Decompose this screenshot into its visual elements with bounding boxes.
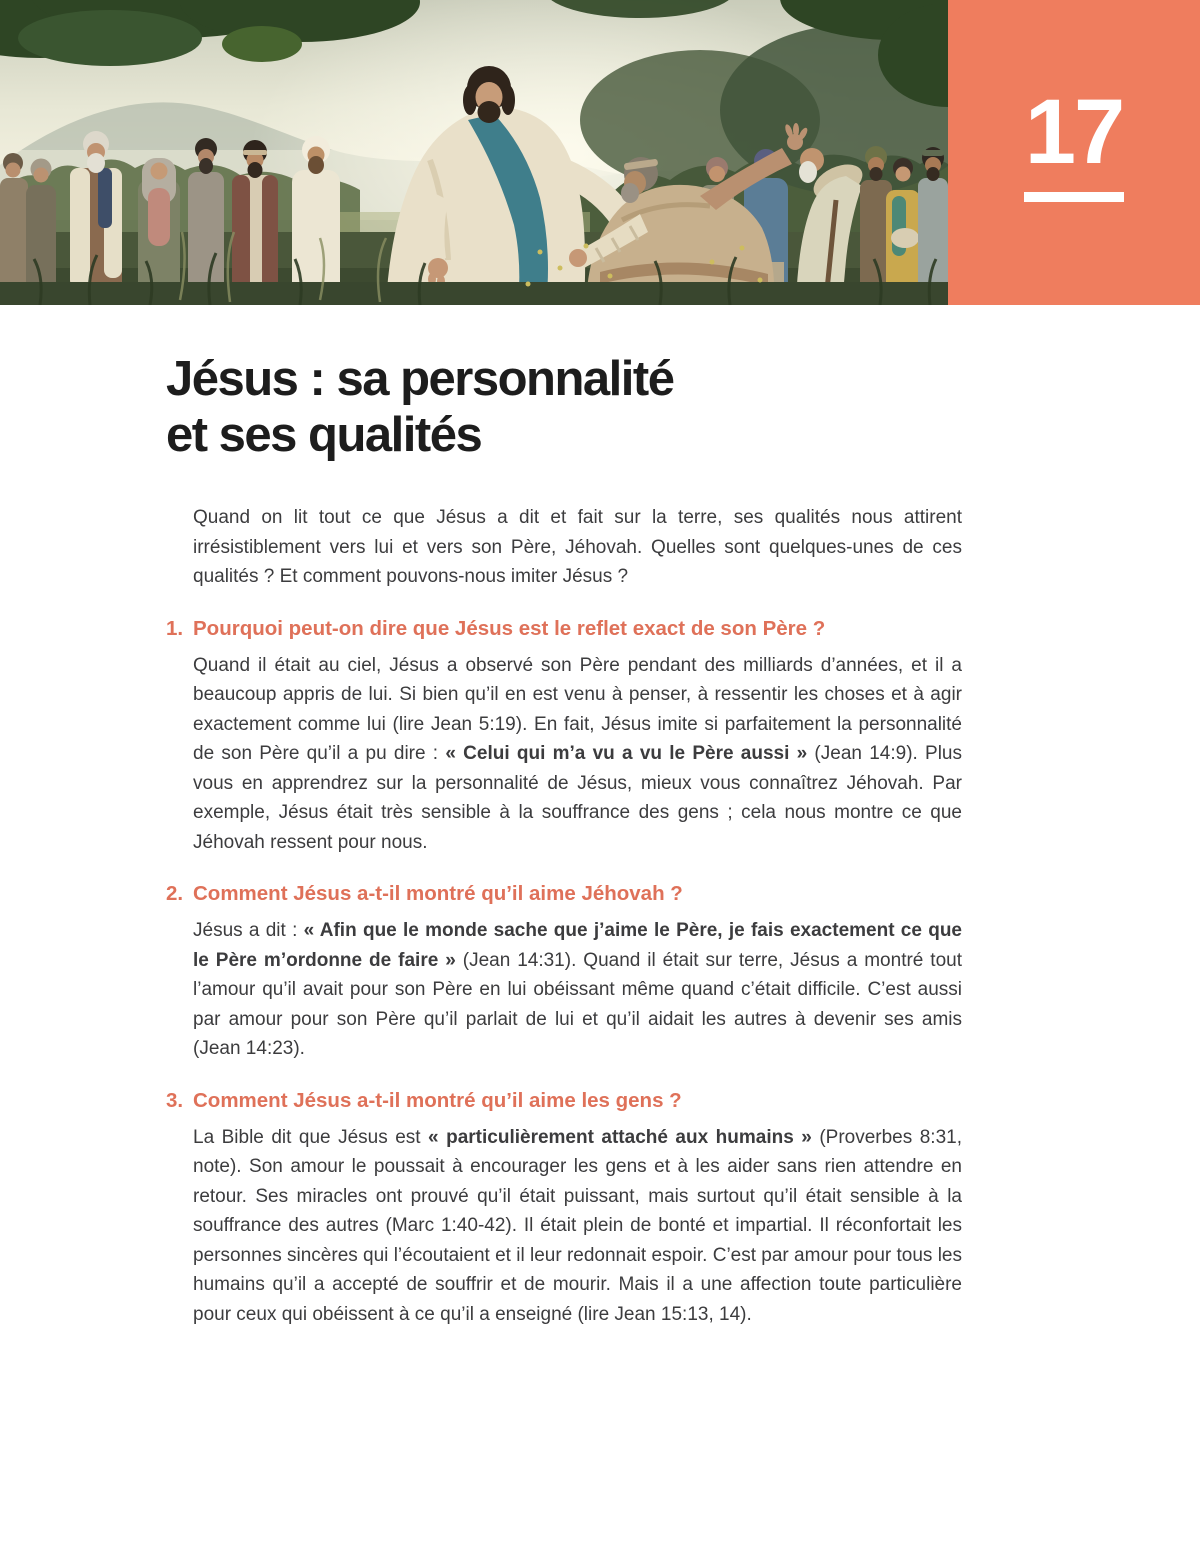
- photo-illustration: [0, 0, 948, 305]
- chapter-header: [0, 0, 1200, 305]
- question-number: 1.: [166, 616, 184, 640]
- intro-paragraph: Quand on lit tout ce que Jésus a dit et fait sur la terre, ses qualités nous attirent irrésistiblement vers lui et vers son Père, Jéhovah. Quelles sont quelques-unes de ces qualités ? Et comment pouvons-nous imiter Jésus ?: [193, 507, 962, 587]
- page-title-line1: Jésus : sa personnalité: [166, 352, 674, 406]
- answer-paragraph: La Bible dit que Jésus est « particulièrement attaché aux humains » (Proverbes 8:31, note). Son amour le poussait à encourager les gens et à les aider sans rien attendre en retour. Ses miracles ont prouvé qu’il était puissant, mais surtout qu’il était sensible à la souffrance des autres (Marc 1:40-42). Il était plein de bonté et impartial. Il réconfortait les personnes sincères qui l’écoutaient et il leur redonnait espoir. C’est par amour pour tous les humains qu’il a accepté de souffrir et de mourir. Mais il a une affection toute particulière pour ceux qui obéissent à ce qu’il a enseigné (lire Jean 15:13, 14).: [193, 1126, 962, 1325]
- chapter-number-underline: [1024, 192, 1124, 202]
- question-heading: [166, 1088, 962, 1113]
- chapter-number-block: [948, 0, 1200, 305]
- chapter-number: 17: [1024, 81, 1124, 183]
- question-block-1: [166, 616, 962, 858]
- question-number: 2.: [166, 882, 184, 905]
- lesson-content: [0, 305, 1200, 1329]
- question-text: Comment Jésus a-t-il montré qu’il aime les gens ?: [193, 1088, 682, 1112]
- answer-paragraph: Jésus a dit : « Afin que le monde sache que j’aime le Père, je fais exactement ce que le Père m’ordonne de faire » (Jean 14:31). Quand il était sur terre, Jésus a montré tout l’amour qu’il avait pour son Père en lui obéissant même quand c’était difficile. C’est aussi par amour pour son Père qu’il parlait de lui et qu’il aidait les autres à devenir ses amis (Jean 14:23).: [193, 920, 962, 1059]
- question-heading: [166, 616, 962, 641]
- question-block-3: [166, 1088, 962, 1330]
- answer-paragraph: Quand il était au ciel, Jésus a observé son Père pendant des milliards d’années, et il a beaucoup appris de lui. Si bien qu’il en est venu à penser, à ressentir les choses et à agir exactement comme lui (lire Jean 5:19). En fait, Jésus imite si parfaitement la personnalité de son Père qu’il a pu dire : « Celui qui m’a vu a vu le Père aussi » (Jean 14:9). Plus vous en apprendrez sur la personnalité de Jésus, mieux vous connaîtrez Jéhovah. Par exemple, Jésus était très sensible à la souffrance des gens ; cela nous montre ce que Jéhovah ressent pour nous.: [193, 654, 963, 853]
- question-text: Pourquoi peut-on dire que Jésus est le reflet exact de son Père ?: [193, 616, 826, 640]
- question-text: Comment Jésus a-t-il montré qu’il aime Jéhovah ?: [193, 882, 683, 905]
- chapter-photo: [0, 0, 948, 305]
- question-block-2: [166, 881, 962, 1064]
- question-heading: [166, 881, 962, 906]
- page-title: [166, 351, 962, 463]
- page-title-line2: et ses qualités: [166, 408, 482, 462]
- question-number: 3.: [166, 1088, 184, 1112]
